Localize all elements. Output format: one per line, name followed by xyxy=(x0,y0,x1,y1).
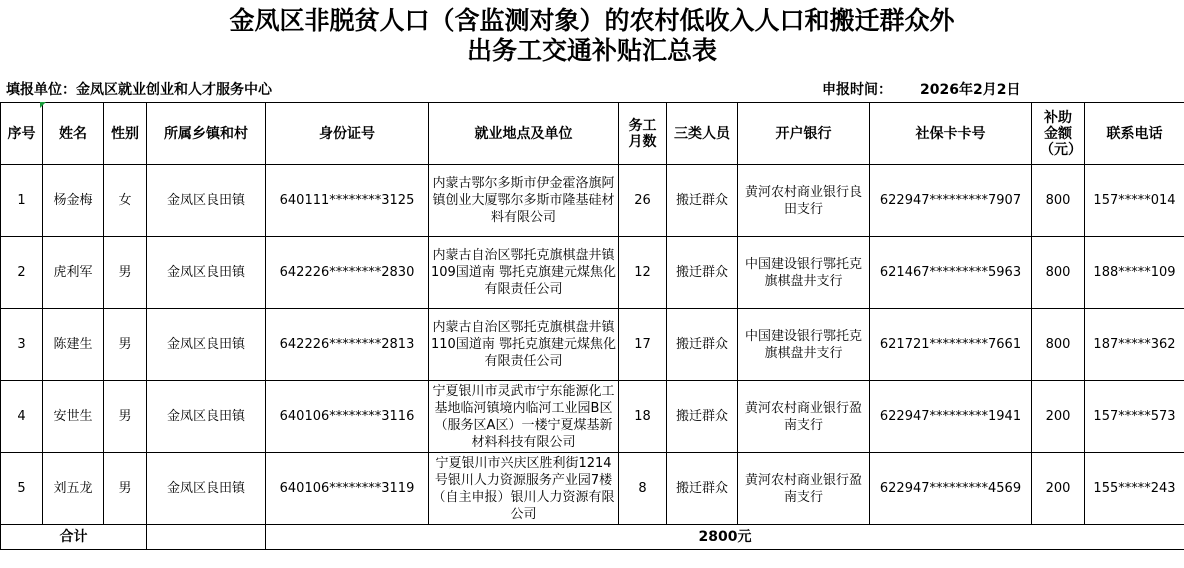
cell-months: 8 xyxy=(619,453,667,525)
cell-name: 陈建生 xyxy=(43,309,104,381)
report-time-value: 2026年2月2日 xyxy=(920,82,1021,98)
cell-location: 宁夏银川市灵武市宁东能源化工基地临河镇境内临河工业园B区（服务区A区）一楼宁夏煤基新材料科技有限公司 xyxy=(429,381,619,453)
cell-town: 金凤区良田镇 xyxy=(147,381,266,453)
subsidy-table xyxy=(0,102,1184,550)
col-town: 所属乡镇和村 xyxy=(147,103,266,165)
col-id: 身份证号 xyxy=(266,103,429,165)
cell-gender: 男 xyxy=(104,237,147,309)
cell-phone: 155*****243 xyxy=(1085,453,1184,525)
cell-phone: 157*****573 xyxy=(1085,381,1184,453)
cell-card: 622947*********4569 xyxy=(870,453,1032,525)
cell-gender: 男 xyxy=(104,381,147,453)
cell-location: 内蒙古鄂尔多斯市伊金霍洛旗阿镇创业大厦鄂尔多斯市隆基硅材料有限公司 xyxy=(429,165,619,237)
cell-gender: 女 xyxy=(104,165,147,237)
report-time xyxy=(822,80,1020,100)
cell-id: 642226********2813 xyxy=(266,309,429,381)
cell-id: 640106********3119 xyxy=(266,453,429,525)
col-amount: 补助金额（元） xyxy=(1032,103,1085,165)
cell-card: 621721*********7661 xyxy=(870,309,1032,381)
cell-card: 622947*********1941 xyxy=(870,381,1032,453)
col-phone: 联系电话 xyxy=(1085,103,1184,165)
col-bank: 开户银行 xyxy=(738,103,870,165)
table-row[interactable] xyxy=(1,309,1184,381)
cell-bank: 中国建设银行鄂托克旗棋盘井支行 xyxy=(738,237,870,309)
cell-id: 642226********2830 xyxy=(266,237,429,309)
page-title xyxy=(0,6,1184,66)
cell-category: 搬迁群众 xyxy=(667,165,738,237)
header-row xyxy=(1,103,1184,165)
col-months: 务工月数 xyxy=(619,103,667,165)
cell-card: 621467*********5963 xyxy=(870,237,1032,309)
cell-amount: 200 xyxy=(1032,453,1085,525)
col-card: 社保卡卡号 xyxy=(870,103,1032,165)
reporting-unit: 填报单位：金凤区就业创业和人才服务中心 xyxy=(6,82,272,98)
total-spacer xyxy=(147,525,266,550)
cell-location: 宁夏银川市兴庆区胜利街1214号银川人力资源服务产业园7楼（自主申报）银川人力资源有限公司 xyxy=(429,453,619,525)
col-gender: 性别 xyxy=(104,103,147,165)
cell-location: 内蒙古自治区鄂托克旗棋盘井镇110国道南 鄂托克旗建元煤焦化有限责任公司 xyxy=(429,309,619,381)
cell-gender: 男 xyxy=(104,453,147,525)
cell-category: 搬迁群众 xyxy=(667,309,738,381)
cell-name: 虎利军 xyxy=(43,237,104,309)
cell-bank: 黄河农村商业银行盈南支行 xyxy=(738,381,870,453)
table-row[interactable] xyxy=(1,237,1184,309)
table-row[interactable] xyxy=(1,453,1184,525)
col-seq: 序号 xyxy=(1,103,43,165)
cell-category: 搬迁群众 xyxy=(667,453,738,525)
cell-seq: 1 xyxy=(1,165,43,237)
cell-card: 622947*********7907 xyxy=(870,165,1032,237)
cell-id: 640111********3125 xyxy=(266,165,429,237)
cell-bank: 中国建设银行鄂托克旗棋盘井支行 xyxy=(738,309,870,381)
cell-name: 刘五龙 xyxy=(43,453,104,525)
cell-amount: 200 xyxy=(1032,381,1085,453)
total-row xyxy=(1,525,1184,550)
cell-months: 12 xyxy=(619,237,667,309)
cell-bank: 黄河农村商业银行盈南支行 xyxy=(738,453,870,525)
cell-category: 搬迁群众 xyxy=(667,237,738,309)
cell-bank: 黄河农村商业银行良田支行 xyxy=(738,165,870,237)
table-row[interactable] xyxy=(1,165,1184,237)
cell-name: 杨金梅 xyxy=(43,165,104,237)
title-line-1: 金凤区非脱贫人口（含监测对象）的农村低收入人口和搬迁群众外 xyxy=(229,6,955,35)
cell-gender: 男 xyxy=(104,309,147,381)
cell-category: 搬迁群众 xyxy=(667,381,738,453)
cell-months: 26 xyxy=(619,165,667,237)
col-name: 姓名 xyxy=(43,103,104,165)
cell-location: 内蒙古自治区鄂托克旗棋盘井镇109国道南 鄂托克旗建元煤焦化有限责任公司 xyxy=(429,237,619,309)
cell-town: 金凤区良田镇 xyxy=(147,453,266,525)
cell-months: 18 xyxy=(619,381,667,453)
cell-seq: 4 xyxy=(1,381,43,453)
col-category: 三类人员 xyxy=(667,103,738,165)
cell-amount: 800 xyxy=(1032,165,1085,237)
title-line-2: 出务工交通补贴汇总表 xyxy=(466,36,717,65)
cell-seq: 5 xyxy=(1,453,43,525)
cell-id: 640106********3116 xyxy=(266,381,429,453)
report-time-label: 申报时间： xyxy=(822,82,892,98)
col-location: 就业地点及单位 xyxy=(429,103,619,165)
table-row[interactable] xyxy=(1,381,1184,453)
cell-seq: 2 xyxy=(1,237,43,309)
cell-amount: 800 xyxy=(1032,309,1085,381)
cell-name: 安世生 xyxy=(43,381,104,453)
total-value: 2800元 xyxy=(266,525,1184,550)
cell-phone: 157*****014 xyxy=(1085,165,1184,237)
cell-town: 金凤区良田镇 xyxy=(147,309,266,381)
cell-phone: 187*****362 xyxy=(1085,309,1184,381)
cell-months: 17 xyxy=(619,309,667,381)
cell-seq: 3 xyxy=(1,309,43,381)
cell-amount: 800 xyxy=(1032,237,1085,309)
cell-phone: 188*****109 xyxy=(1085,237,1184,309)
cell-comment-marker xyxy=(40,102,46,108)
total-label: 合计 xyxy=(1,525,147,550)
cell-town: 金凤区良田镇 xyxy=(147,237,266,309)
cell-town: 金凤区良田镇 xyxy=(147,165,266,237)
